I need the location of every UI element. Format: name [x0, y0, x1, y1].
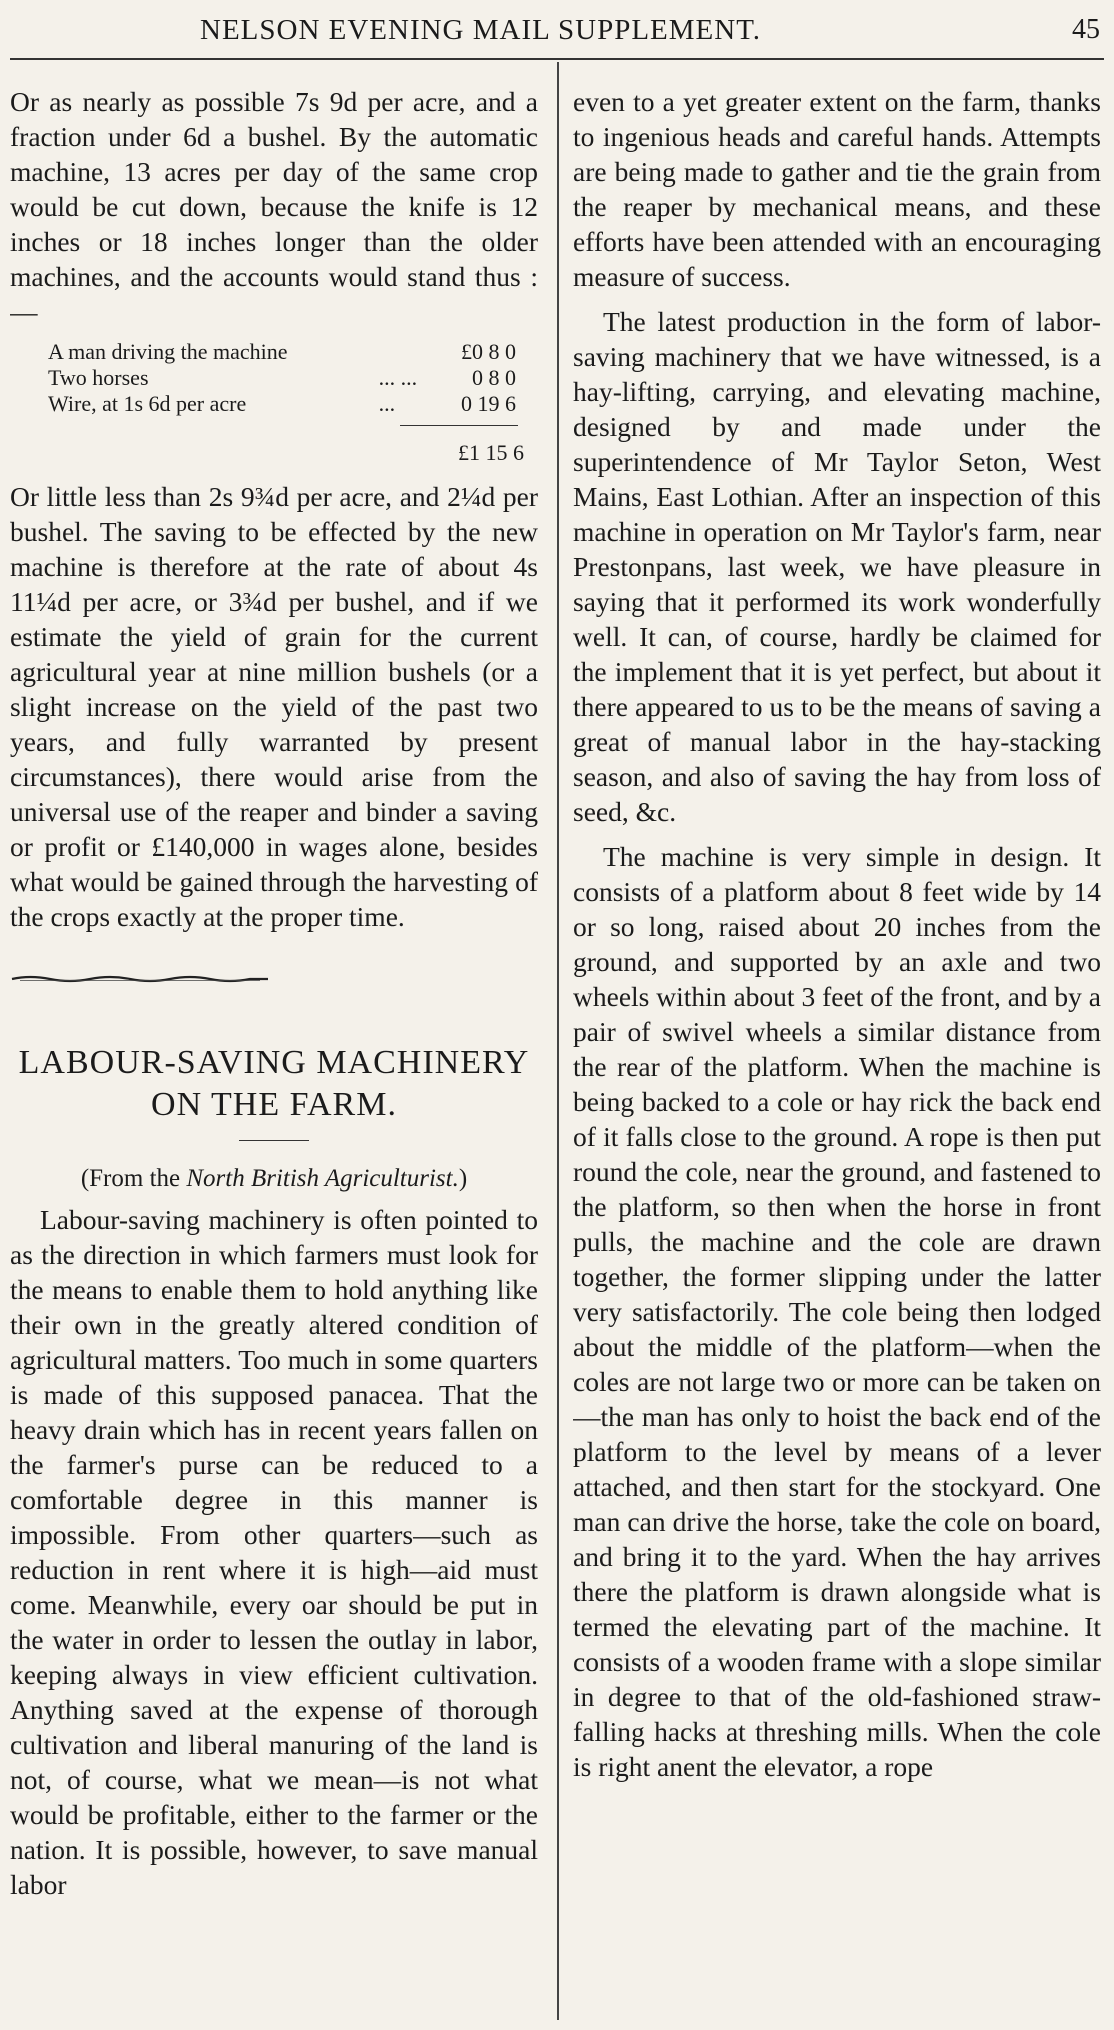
right-paragraph-2: The latest production in the form of labor-saving machinery that we have witnessed, is a hay-lifting, carrying, and elevating machine, designed by and made under the superintendence of Mr Taylor Seton, West Mains, East Lothian. After an inspection of this machine in operation on Mr Taylor's farm, near Prestonpans, last week, we have pleasure in saying that it performed its work wonderfully well. It can, of course, hardly be claimed for the implement that it is yet perfect, but about it there appeared to us to be the means of saving a great of manual labor in the hay-stacking season, and also of saving the hay from loss of seed, &c. [573, 306, 1101, 827]
source-name: North British Agriculturist. [186, 1165, 459, 1192]
source-suffix: ) [458, 1165, 468, 1192]
cost-leader: ... ... [378, 365, 418, 390]
header-rule [10, 58, 1104, 60]
section-title [10, 1042, 538, 1126]
cost-row [48, 391, 516, 417]
section-title-line-2: ON THE FARM. [151, 1086, 397, 1123]
left-paragraph-3: Labour-saving machinery is often pointed to as the direction in which farmers must look for the means to enable them to hold anything like their own in the greatly altered condition of agricultural matters. Too much in some quarters is made of this supposed panacea. That the heavy drain which has in recent years fallen on the farmer's purse can be reduced to a comfortable degree in this manner is impossible. From other quarters—such as reduction in rent where it is high—aid must come. Meanwhile, every oar should be put in the water in order to lessen the outlay in labor, keeping always in view efficient cultivation. Anything saved at the expense of thorough cultivation and liberal manuring of the land is not, of course, what we mean—is not what would be profitable, either to the farmer or the nation. It is possible, however, to save manual labor [10, 1204, 538, 1900]
right-column [573, 84, 1101, 2024]
left-paragraph-1: Or as nearly as possible 7s 9d per acre, and a fraction under 6d a bushel. By the automatic machine, 13 acres per day of the same crop would be cut down, because the knife is 12 inches or 18 inches longer than the older machines, and the accounts would stand thus :— [10, 86, 538, 327]
source-prefix: (From the [80, 1165, 187, 1192]
ornamental-divider [10, 974, 270, 984]
cost-row [48, 339, 516, 365]
cost-amount: 0 8 0 [472, 365, 516, 390]
cost-leader: ... [378, 391, 396, 416]
cost-item: A man driving the machine [48, 339, 288, 364]
cost-item: Wire, at 1s 6d per acre [48, 391, 247, 416]
total-value: £1 15 6 [458, 440, 524, 465]
cost-row [48, 365, 516, 391]
masthead-title: NELSON EVENING MAIL SUPPLEMENT. [200, 14, 762, 46]
cost-table [48, 339, 516, 417]
column-divider [557, 62, 559, 2020]
page-number: 45 [1072, 14, 1100, 45]
source-line [10, 1161, 538, 1196]
right-paragraph-3: The machine is very simple in design. It consists of a platform about 8 feet wide by 14 or so long, raised about 20 inches from the ground, and supported by an axle and two wheels within about 3 feet of the front, and by a pair of swivel wheels a similar distance from the rear of the platform. When the machine is being backed to a cole or hay rick the back end of it falls close to the ground. A rope is then put round the cole, near the ground, and fastened to the platform, so then when the horse in front pulls, the machine and the cole are drawn together, the former slipping under the latter very satisfactorily. The cole being then lodged about the middle of the platform—when the coles are not large two or more can be taken on—the man has only to hoist the back end of the platform to the level by means of a lever attached, and then start for the stockyard. One man can drive the horse, take the cole on board, and bring it to the yard. When the hay arrives there the platform is drawn alongside what is termed the elevating part of the machine. It consists of a wooden frame with a slope similar in degree to that of the old-fashioned straw-falling hacks at threshing mills. When the cole is right anent the elevator, a rope [573, 841, 1101, 1782]
left-paragraph-2: Or little less than 2s 9¾d per acre, and 2¼d per bushel. The saving to be effected by the new machine is therefore at the rate of about 4s 11¼d per acre, or 3¾d per bushel, and if we estimate the yield of grain for the current agricultural year at nine million bushels (or a slight increase on the yield of the past two years, and fully warranted by present circumstances), there would arise from the universal use of the reaper and binder a saving or profit or £140,000 in wages alone, besides what would be gained through the harvesting of the crops exactly at the proper time. [10, 481, 538, 932]
right-paragraph-1: even to a yet greater extent on the farm, thanks to ingenious heads and careful hands. Attempts are being made to gather and tie the grain from the reaper by mechanical means, and these efforts have been attended with an encouraging measure of success. [573, 86, 1101, 292]
page-header [0, 0, 1114, 54]
cost-leader [379, 339, 432, 365]
cost-item: Two horses [48, 365, 149, 390]
cost-total [10, 425, 538, 469]
short-rule [239, 1140, 309, 1141]
left-column [10, 84, 538, 2024]
total-rule [400, 425, 518, 426]
cost-amount: 0 19 6 [461, 391, 516, 416]
section-title-line-1: LABOUR-SAVING MACHINERY [18, 1044, 530, 1081]
cost-amount: £0 8 0 [461, 339, 516, 364]
